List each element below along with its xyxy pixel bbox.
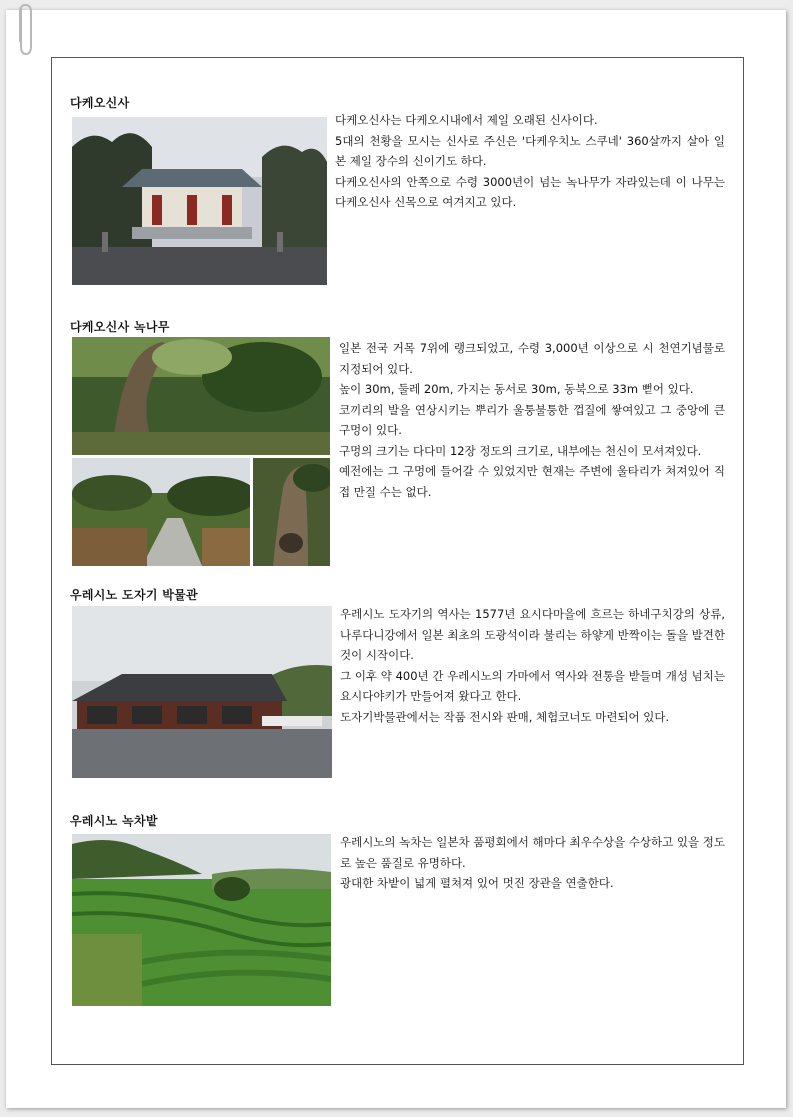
section-text-tea-field xyxy=(340,832,725,894)
camphor-tree-photo xyxy=(72,337,330,455)
paragraph: 우레시노의 녹차는 일본차 품평회에서 해마다 최우수상을 수상하고 있을 정도로 높은 품질로 유명하다. xyxy=(340,835,725,870)
section-title-pottery-museum: 우레시노 도자기 박물관 xyxy=(70,588,198,602)
section-title-camphor-tree: 다케오신사 녹나무 xyxy=(70,320,170,334)
paperclip-icon xyxy=(16,2,32,58)
paragraph: 구멍의 크기는 다다미 12장 정도의 크기로, 내부에는 천신이 모셔져있다. xyxy=(339,443,702,458)
tree-trunk-photo xyxy=(253,458,330,566)
section-text-camphor-tree xyxy=(339,338,725,502)
garden-path-photo xyxy=(72,458,250,566)
section-text-pottery-museum xyxy=(340,604,725,727)
paragraph: 광대한 차밭이 넓게 펼쳐져 있어 멋진 장관을 연출한다. xyxy=(340,876,614,890)
paragraph: 우레시노 도자기의 역사는 1577년 요시다마을에 흐르는 하네구치강의 상류, 나루다니강에서 일본 최초의 도광석이라 불리는 하얗게 반짝이는 돌을 발견한 것이 시작이다. xyxy=(340,607,725,662)
paragraph: 예전에는 그 구멍에 들어갈 수 있었지만 현재는 주변에 울타리가 쳐져있어 직접 만질 수는 없다. xyxy=(339,464,725,499)
shrine-photo xyxy=(72,117,327,285)
section-title-tea-field: 우레시노 녹차밭 xyxy=(70,814,158,828)
paragraph: 높이 30m, 둘레 20m, 가지는 동서로 30m, 동북으로 33m 뻗어 있다. xyxy=(339,382,694,396)
section-title-takeo-shrine: 다케오신사 xyxy=(70,96,130,110)
paragraph: 다케오신사는 다케오시내에서 제일 오래된 신사이다. xyxy=(335,113,598,127)
paragraph: 도자기박물관에서는 작품 전시와 판매, 체험코너도 마련되어 있다. xyxy=(340,709,670,724)
museum-photo xyxy=(72,606,332,778)
paragraph: 다케오신사의 안쪽으로 수령 3000년이 넘는 녹나무가 자라있는데 이 나무는 다케오신사 신목으로 여겨지고 있다. xyxy=(335,174,725,209)
tea-field-photo xyxy=(72,834,331,1006)
paragraph: 5대의 천황을 모시는 신사로 주신은 '다케우치노 스쿠네' 360살까지 살아 일본 제일 장수의 신이기도 하다. xyxy=(335,133,725,168)
paragraph: 일본 전국 거목 7위에 랭크되었고, 수령 3,000년 이상으로 시 천연기념물로 지정되어 있다. xyxy=(339,341,725,376)
paragraph: 그 이후 약 400년 간 우레시노의 가마에서 역사와 전통을 받들며 개성 넘치는 요시다야키가 만들어져 왔다고 한다. xyxy=(340,668,725,703)
section-text-takeo-shrine xyxy=(335,110,725,213)
paragraph: 코끼리의 발을 연상시키는 뿌리가 울퉁불퉁한 껍질에 쌓여있고 그 중앙에 큰 구멍이 있다. xyxy=(339,402,725,437)
